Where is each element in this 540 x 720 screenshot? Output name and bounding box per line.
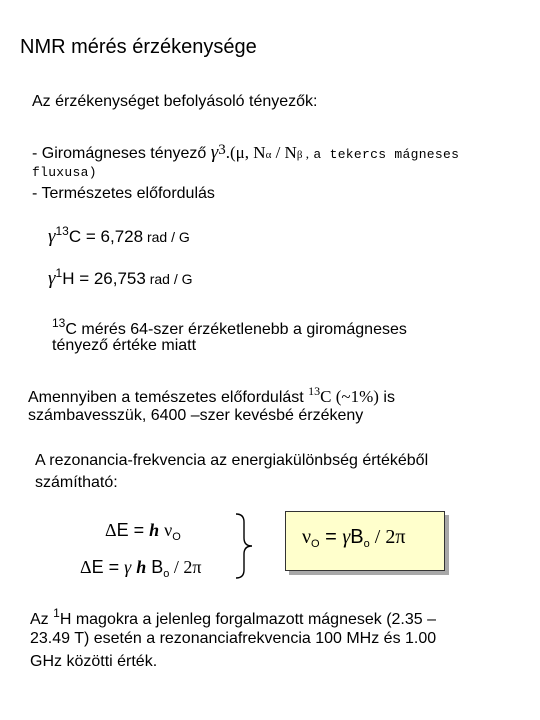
eq-rest: / 2π bbox=[169, 557, 202, 577]
isotope-mass: 13 bbox=[52, 316, 66, 330]
abundance-text: Amennyiben a temészetes előfordulást bbox=[28, 389, 309, 406]
abundance-end: is bbox=[378, 389, 395, 406]
factors-heading: Az érzékenységet befolyásoló tényezők: bbox=[32, 93, 318, 110]
abundance-line2: számbavesszük, 6400 –szer kevésbé érzékeny bbox=[28, 407, 364, 424]
factor1-prefix: - Giromágneses tényező bbox=[32, 145, 211, 162]
final-line3: GHz közötti érték. bbox=[30, 653, 158, 670]
result-equation bbox=[302, 526, 405, 550]
alpha-sub: α bbox=[265, 149, 272, 161]
final-text: H magokra a jelenleg forgalmazott mágnesek (2.35 – bbox=[59, 611, 437, 628]
note-13c-line2: tényező értéke miatt bbox=[52, 337, 197, 354]
b-sub: o bbox=[163, 568, 170, 580]
factor-abundance: - Természetes előfordulás bbox=[32, 185, 215, 202]
carbon-percent: C (~1%) bbox=[320, 387, 379, 406]
final-line1 bbox=[30, 606, 436, 629]
gamma-value: H = 26,753 bbox=[62, 269, 146, 288]
factor1-tail-2: fluxusa) bbox=[32, 165, 97, 180]
factor1-tail: a tekercs mágneses bbox=[313, 147, 460, 162]
isotope-mass: 13 bbox=[55, 224, 69, 238]
equation-energy-h-nu bbox=[105, 520, 181, 543]
gamma-unit: rad / G bbox=[145, 271, 193, 287]
gamma-symbol: γ bbox=[210, 142, 219, 163]
isotope-mass: 1 bbox=[55, 266, 63, 280]
note-13c-line1 bbox=[52, 316, 407, 339]
n-beta: / N bbox=[271, 143, 297, 162]
gamma-13c-line bbox=[48, 224, 190, 248]
gamma-symbol: γ bbox=[124, 557, 132, 577]
delta-symbol: Δ bbox=[105, 520, 117, 540]
gamma-unit: rad / G bbox=[143, 229, 190, 245]
beta-sub: β bbox=[296, 149, 303, 161]
eq-rest: / 2π bbox=[369, 526, 406, 548]
nu-symbol: ν bbox=[164, 520, 173, 540]
suffix-comma: , bbox=[302, 146, 309, 161]
nu-sub: O bbox=[311, 538, 320, 550]
n-alpha: N bbox=[253, 143, 266, 162]
resonance-line1: A rezonancia-frekvencia az energiakülönbség értékéből bbox=[35, 452, 429, 469]
planck-h: h bbox=[136, 557, 147, 577]
right-brace-icon bbox=[233, 513, 259, 579]
planck-h: h bbox=[149, 520, 160, 540]
gamma-1h-line bbox=[48, 266, 193, 290]
factor-gyromagnetic bbox=[32, 142, 459, 164]
b-field: B bbox=[350, 526, 364, 548]
isotope-mass: 13 bbox=[308, 384, 321, 398]
comma: , bbox=[244, 143, 254, 162]
gamma-value: C = 6,728 bbox=[68, 227, 144, 246]
gamma-exponent: 3 bbox=[218, 142, 226, 158]
equals: = bbox=[319, 526, 343, 548]
note-text: C mérés 64-szer érzéketlenebb a giromágneses bbox=[65, 321, 407, 338]
final-start: Az bbox=[30, 611, 54, 628]
delta-symbol: Δ bbox=[80, 557, 92, 577]
final-line2: 23.49 T) esetén a rezonanciafrekvencia 100 MHz és 1.00 bbox=[30, 630, 437, 647]
b-sub: o bbox=[363, 538, 370, 550]
equation-energy-gamma bbox=[80, 557, 201, 580]
abundance-line1 bbox=[28, 384, 395, 407]
b-field: B bbox=[146, 557, 164, 577]
result-box bbox=[285, 511, 445, 571]
gamma-symbol: γ bbox=[48, 226, 56, 247]
nu-sub: O bbox=[172, 531, 181, 543]
nu-symbol: ν bbox=[302, 526, 312, 548]
isotope-mass: 1 bbox=[53, 606, 60, 620]
eq-lhs: E = bbox=[91, 557, 125, 577]
mu-term: .(μ bbox=[225, 143, 245, 162]
eq-lhs: E = bbox=[116, 520, 150, 540]
gamma-symbol: γ bbox=[342, 526, 351, 548]
resonance-line2: számítható: bbox=[35, 474, 118, 491]
gamma-symbol: γ bbox=[48, 268, 56, 289]
page-title: NMR mérés érzékenysége bbox=[20, 36, 257, 58]
